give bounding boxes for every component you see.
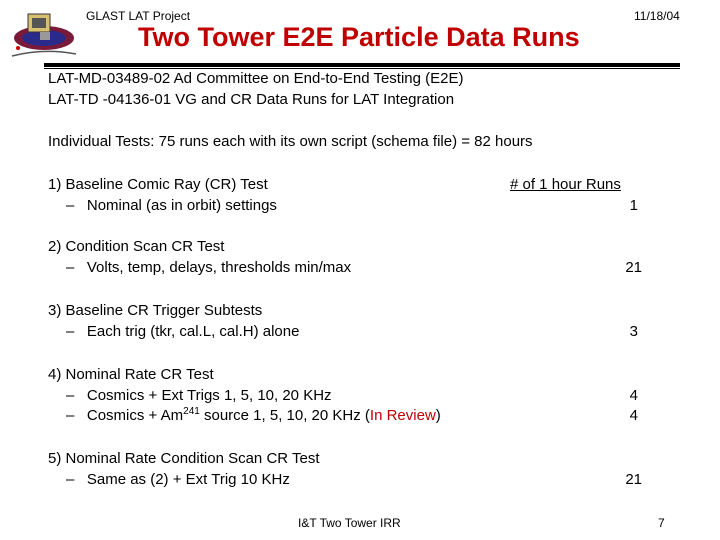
in-review-label: In Review	[369, 407, 436, 424]
test-4-title: 4) Nominal Rate CR Test	[48, 366, 214, 383]
test-1-runs: 1	[629, 197, 638, 214]
test-4-runs-2: 4	[629, 407, 638, 424]
reference-1: LAT-MD-03489-02 Ad Committee on End-to-End Testing (E2E)	[48, 70, 464, 87]
slide-date: 11/18/04	[634, 9, 680, 23]
project-name: GLAST LAT Project	[86, 9, 191, 23]
page-number: 7	[658, 516, 665, 530]
title-divider	[44, 63, 680, 67]
test-5-runs: 21	[625, 471, 642, 488]
title-divider-thin	[44, 68, 680, 69]
footer-text: I&T Two Tower IRR	[298, 516, 401, 530]
test-1-title: 1) Baseline Comic Ray (CR) Test	[48, 176, 268, 193]
slide-title: Two Tower E2E Particle Data Runs	[138, 22, 580, 52]
runs-column-header: # of 1 hour Runs	[510, 176, 621, 193]
test-4-item-1: – Cosmics + Ext Trigs 1, 5, 10, 20 KHz	[66, 387, 332, 404]
test-3-title: 3) Baseline CR Trigger Subtests	[48, 302, 263, 319]
test-2-item: – Volts, temp, delays, thresholds min/max	[66, 259, 352, 276]
test-3-runs: 3	[629, 323, 638, 340]
test-2-runs: 21	[625, 259, 642, 276]
test-3-item: – Each trig (tkr, cal.L, cal.H) alone	[66, 323, 300, 340]
glast-lat-logo	[4, 8, 78, 64]
test-4-runs-1: 4	[629, 387, 638, 404]
test-1-item: – Nominal (as in orbit) settings	[66, 197, 277, 214]
test-5-title: 5) Nominal Rate Condition Scan CR Test	[48, 450, 320, 467]
test-2-title: 2) Condition Scan CR Test	[48, 238, 225, 255]
reference-2: LAT-TD -04136-01 VG and CR Data Runs for LAT Integration	[48, 91, 455, 108]
test-5-item: – Same as (2) + Ext Trig 10 KHz	[66, 471, 290, 488]
test-4-item-2: – Cosmics + $Am^{241}$ source 1, 5, 10, 20 KHz (In Review)	[66, 406, 441, 424]
intro-text: Individual Tests: 75 runs each with its own script (schema file) = 82 hours	[48, 133, 533, 150]
